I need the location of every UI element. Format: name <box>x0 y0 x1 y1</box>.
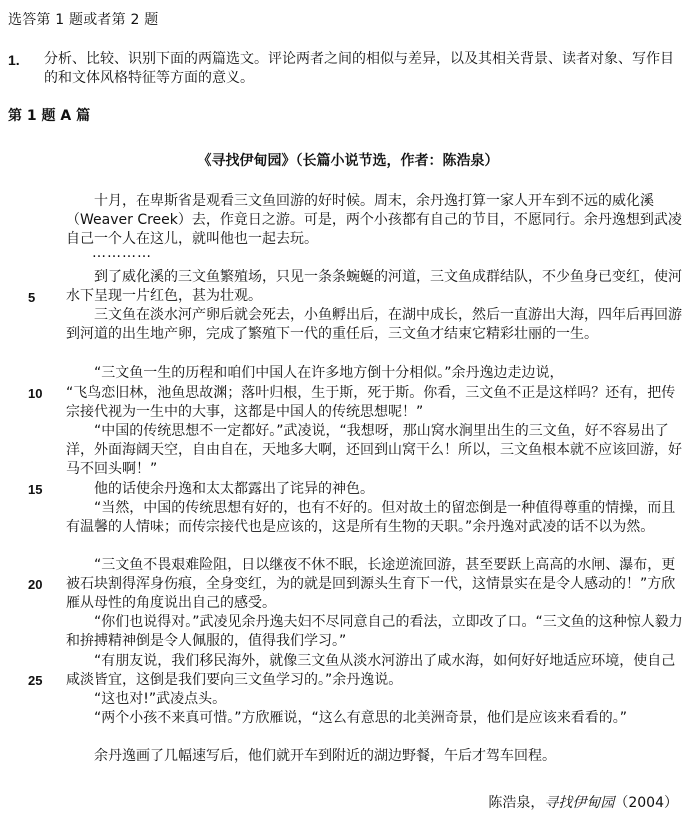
paragraph-14: 余丹逸画了几幅速写后，他们就开车到附近的湖边野餐，午后才驾车回程。 <box>94 748 556 764</box>
line-number: 5 <box>28 290 36 305</box>
paragraph-13: “两个小孩不来真可惜。”方欣雁说，“这么有意思的北美洲奇景，他们是应该来看看的。” <box>94 710 628 726</box>
line-number: 20 <box>28 577 43 592</box>
paragraph-10: “你们也说得对。”武凌见余丹逸夫妇不尽同意自己的看法，立即改了口。“三文鱼的这种惊人毅力和拚搏精神倒是令人佩服的，值得我们学习。” <box>66 614 683 649</box>
question-number: 1. <box>8 52 20 68</box>
paragraph-12: “这也对!”武凌点头。 <box>94 691 227 707</box>
paragraph-4: “三文鱼一生的历程和咱们中国人在许多地方倒十分相似。”余丹逸边走边说， <box>94 365 564 381</box>
line-number: 25 <box>28 673 43 688</box>
citation-year: （2004） <box>614 795 678 811</box>
question-text: 分析、比较、识别下面的两篇选文。评论两者之间的相似与差异，以及其相关背景、读者对象、写作目的和文体风格特征等方面的意义。 <box>44 51 674 86</box>
ellipsis-marker: ………… <box>92 245 152 261</box>
exam-header: 选答第 1 题或者第 2 题 <box>8 12 159 28</box>
line-number: 15 <box>28 482 43 497</box>
line-number: 10 <box>28 386 43 401</box>
paragraph-6: “中国的传统思想不一定都好。”武凌说，“我想呀，那山窝水涧里出生的三文鱼，好不容易出了洋，外面海阔天空，自由自在，天地多大啊，还回到山窝干么！所以，三文鱼根本就不应该回游，好马不回头啊！” <box>66 423 682 477</box>
excerpt-title: 《寻找伊甸园》（长篇小说节选，作者：陈浩泉） <box>197 153 499 169</box>
paragraph-9: “三文鱼不畏艰难险阻，日以继夜不休不眠，长途逆流回游，甚至要跃上高高的水闸、瀑布，更被石块割得浑身伤痕，全身变红，为的就是回到源头生育下一代，这情景实在是令人感动的！”方欣雁从母性的角度说出自己的感受。 <box>66 557 676 611</box>
citation-work: 寻找伊甸园 <box>544 795 615 811</box>
paragraph-8: “当然，中国的传统思想有好的，也有不好的。但对故土的留恋倒是一种值得尊重的情操，而且有温馨的人情味；而传宗接代也是应该的，这是所有生物的天职。”余丹逸对武凌的话不以为然。 <box>66 500 676 535</box>
paragraph-11: “有朋友说，我们移民海外，就像三文鱼从淡水河游出了咸水海，如何好好地适应环境，使自己咸淡皆宜，这倒是我们要向三文鱼学习的。”余丹逸说。 <box>66 653 676 688</box>
paragraph-5: “飞鸟恋旧林，池鱼思故渊；落叶归根，生于斯，死于斯。你看，三文鱼不正是这样吗？还有，把传宗接代视为一生中的大事，这都是中国人的传统思想呢！” <box>66 385 676 420</box>
paragraph-7: 他的话使余丹逸和太太都露出了诧异的神色。 <box>94 481 374 497</box>
paragraph-3: 三文鱼在淡水河产卵后就会死去，小鱼孵出后，在湖中成长，然后一直游出大海，四年后再回游到河道的出生地产卵，完成了繁殖下一代的重任后，三文鱼才结束它精彩壮丽的一生。 <box>66 307 682 342</box>
citation-author: 陈浩泉， <box>488 795 545 811</box>
paragraph-1: 十月，在卑斯省是观看三文鱼回游的好时候。周末，余丹逸打算一家人开车到不远的威化溪（Weaver Creek）去，作竟日之游。可是，两个小孩都有自己的节目，不愿同行。余丹逸想到武凌自己一个人在这儿，就叫他也一起去玩。 <box>66 193 682 247</box>
section-label: 第 1 题 A 篇 <box>8 108 91 124</box>
paragraph-2: 到了威化溪的三文鱼繁殖场，只见一条条蜿蜒的河道，三文鱼成群结队，不少鱼身已变红，使河水下呈现一片红色，甚为壮观。 <box>66 269 682 304</box>
citation <box>488 792 678 812</box>
